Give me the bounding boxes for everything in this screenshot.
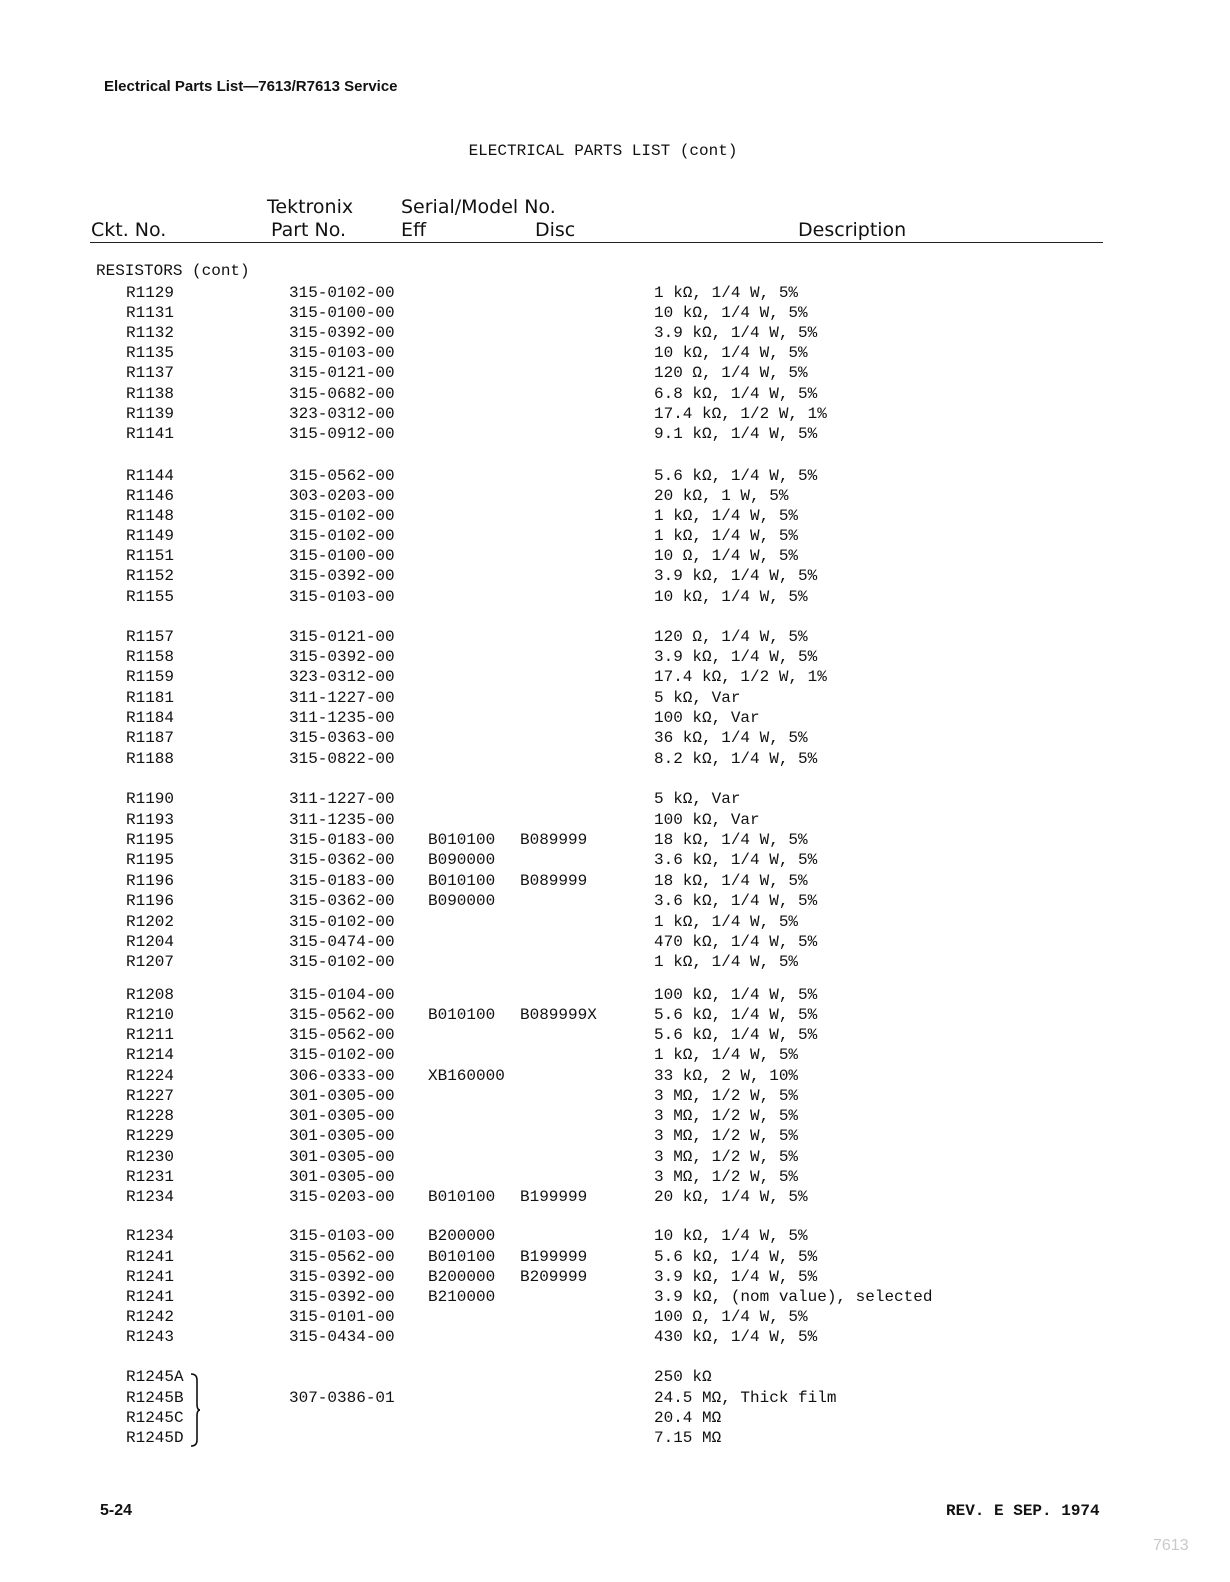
description-cell: 20 kΩ, 1 W, 5% bbox=[654, 487, 789, 505]
table-row bbox=[0, 1368, 1230, 1388]
part-no-cell: 315-0121-00 bbox=[289, 364, 395, 382]
ckt-no-cell: R1245B bbox=[126, 1389, 184, 1407]
part-no-cell: 315-0562-00 bbox=[289, 1026, 395, 1044]
ckt-no-cell: R1195 bbox=[126, 831, 175, 849]
page-title: ELECTRICAL PARTS LIST (cont) bbox=[468, 142, 738, 160]
part-no-cell: 315-0101-00 bbox=[289, 1308, 395, 1326]
eff-serial-cell: B090000 bbox=[428, 851, 496, 869]
table-row bbox=[0, 1168, 1230, 1188]
description-cell: 3 MΩ, 1/2 W, 5% bbox=[654, 1148, 799, 1166]
part-no-cell: 315-0102-00 bbox=[289, 527, 395, 545]
table-row bbox=[0, 385, 1230, 405]
table-row bbox=[0, 872, 1230, 892]
table-row bbox=[0, 1308, 1230, 1328]
ckt-no-cell: R1241 bbox=[126, 1288, 175, 1306]
description-cell: 430 kΩ, 1/4 W, 5% bbox=[654, 1328, 818, 1346]
ckt-no-cell: R1159 bbox=[126, 668, 175, 686]
table-row bbox=[0, 567, 1230, 587]
description-cell: 1 kΩ, 1/4 W, 5% bbox=[654, 527, 799, 545]
ckt-no-cell: R1187 bbox=[126, 729, 175, 747]
description-cell: 5.6 kΩ, 1/4 W, 5% bbox=[654, 1026, 818, 1044]
ckt-no-cell: R1193 bbox=[126, 811, 175, 829]
group-brace bbox=[190, 1372, 200, 1448]
description-cell: 3.9 kΩ, 1/4 W, 5% bbox=[654, 567, 818, 585]
description-cell: 5.6 kΩ, 1/4 W, 5% bbox=[654, 1248, 818, 1266]
description-cell: 1 kΩ, 1/4 W, 5% bbox=[654, 507, 799, 525]
ckt-no-cell: R1131 bbox=[126, 304, 175, 322]
ckt-no-cell: R1148 bbox=[126, 507, 175, 525]
description-cell: 17.4 kΩ, 1/2 W, 1% bbox=[654, 405, 827, 423]
description-cell: 3.9 kΩ, 1/4 W, 5% bbox=[654, 648, 818, 666]
eff-serial-cell: B010100 bbox=[428, 1248, 496, 1266]
part-no-cell: 301-0305-00 bbox=[289, 1127, 395, 1145]
table-row bbox=[0, 284, 1230, 304]
disc-serial-cell: B199999 bbox=[520, 1248, 588, 1266]
ckt-no-cell: R1152 bbox=[126, 567, 175, 585]
part-no-cell: 311-1227-00 bbox=[289, 689, 395, 707]
description-cell: 470 kΩ, 1/4 W, 5% bbox=[654, 933, 818, 951]
disc-serial-cell: B089999 bbox=[520, 872, 588, 890]
table-row bbox=[0, 405, 1230, 425]
disc-serial-cell: B089999X bbox=[520, 1006, 597, 1024]
ckt-no-cell: R1144 bbox=[126, 467, 175, 485]
description-cell: 100 Ω, 1/4 W, 5% bbox=[654, 1308, 808, 1326]
part-no-cell: 315-0562-00 bbox=[289, 1248, 395, 1266]
table-row bbox=[0, 668, 1230, 688]
table-row bbox=[0, 324, 1230, 344]
description-cell: 3.6 kΩ, 1/4 W, 5% bbox=[654, 851, 818, 869]
page-number: 5-24 bbox=[100, 1502, 133, 1519]
ckt-no-cell: R1214 bbox=[126, 1046, 175, 1064]
part-no-cell: 301-0305-00 bbox=[289, 1107, 395, 1125]
ckt-no-cell: R1231 bbox=[126, 1168, 175, 1186]
description-cell: 5.6 kΩ, 1/4 W, 5% bbox=[654, 467, 818, 485]
ckt-no-cell: R1242 bbox=[126, 1308, 175, 1326]
table-row bbox=[0, 913, 1230, 933]
part-no-cell: 315-0822-00 bbox=[289, 750, 395, 768]
table-row bbox=[0, 588, 1230, 608]
revision-note: REV. E SEP. 1974 bbox=[946, 1502, 1100, 1520]
table-row bbox=[0, 1248, 1230, 1268]
table-row bbox=[0, 1107, 1230, 1127]
table-row bbox=[0, 1006, 1230, 1026]
part-no-cell: 315-0203-00 bbox=[289, 1188, 395, 1206]
ckt-no-cell: R1155 bbox=[126, 588, 175, 606]
column-header-eff: Eff bbox=[401, 219, 427, 241]
ckt-no-cell: R1190 bbox=[126, 790, 175, 808]
part-no-cell: 315-0434-00 bbox=[289, 1328, 395, 1346]
ckt-no-cell: R1245A bbox=[126, 1368, 184, 1386]
ckt-no-cell: R1243 bbox=[126, 1328, 175, 1346]
part-no-cell: 315-0562-00 bbox=[289, 1006, 395, 1024]
table-row bbox=[0, 689, 1230, 709]
ckt-no-cell: R1229 bbox=[126, 1127, 175, 1145]
ckt-no-cell: R1138 bbox=[126, 385, 175, 403]
description-cell: 250 kΩ bbox=[654, 1368, 712, 1386]
description-cell: 10 kΩ, 1/4 W, 5% bbox=[654, 1227, 808, 1245]
ckt-no-cell: R1245C bbox=[126, 1409, 184, 1427]
description-cell: 20 kΩ, 1/4 W, 5% bbox=[654, 1188, 808, 1206]
table-row bbox=[0, 750, 1230, 770]
part-no-cell: 301-0305-00 bbox=[289, 1148, 395, 1166]
table-row bbox=[0, 527, 1230, 547]
table-row bbox=[0, 1148, 1230, 1168]
eff-serial-cell: B210000 bbox=[428, 1288, 496, 1306]
header-rule bbox=[90, 242, 1103, 243]
table-row bbox=[0, 851, 1230, 871]
column-header-serial-model: Serial/Model No. bbox=[401, 196, 556, 218]
column-header-disc: Disc bbox=[535, 219, 576, 241]
table-row bbox=[0, 1067, 1230, 1087]
description-cell: 120 Ω, 1/4 W, 5% bbox=[654, 628, 808, 646]
part-no-cell: 315-0912-00 bbox=[289, 425, 395, 443]
table-row bbox=[0, 507, 1230, 527]
part-no-cell: 323-0312-00 bbox=[289, 668, 395, 686]
part-no-cell: 315-0392-00 bbox=[289, 1268, 395, 1286]
part-no-cell: 315-0363-00 bbox=[289, 729, 395, 747]
table-row bbox=[0, 831, 1230, 851]
part-no-cell: 315-0183-00 bbox=[289, 831, 395, 849]
ckt-no-cell: R1234 bbox=[126, 1188, 175, 1206]
description-cell: 5 kΩ, Var bbox=[654, 689, 741, 707]
description-cell: 10 Ω, 1/4 W, 5% bbox=[654, 547, 799, 565]
description-cell: 1 kΩ, 1/4 W, 5% bbox=[654, 1046, 799, 1064]
eff-serial-cell: XB160000 bbox=[428, 1067, 505, 1085]
description-cell: 18 kΩ, 1/4 W, 5% bbox=[654, 872, 808, 890]
table-row bbox=[0, 547, 1230, 567]
description-cell: 10 kΩ, 1/4 W, 5% bbox=[654, 304, 808, 322]
part-no-cell: 315-0100-00 bbox=[289, 304, 395, 322]
part-no-cell: 306-0333-00 bbox=[289, 1067, 395, 1085]
description-cell: 3 MΩ, 1/2 W, 5% bbox=[654, 1127, 799, 1145]
eff-serial-cell: B200000 bbox=[428, 1268, 496, 1286]
table-row bbox=[0, 1127, 1230, 1147]
description-cell: 1 kΩ, 1/4 W, 5% bbox=[654, 913, 799, 931]
table-row bbox=[0, 1227, 1230, 1247]
table-row bbox=[0, 1268, 1230, 1288]
description-cell: 10 kΩ, 1/4 W, 5% bbox=[654, 344, 808, 362]
part-no-cell: 315-0392-00 bbox=[289, 648, 395, 666]
part-no-cell: 307-0386-01 bbox=[289, 1389, 395, 1407]
description-cell: 33 kΩ, 2 W, 10% bbox=[654, 1067, 799, 1085]
ckt-no-cell: R1188 bbox=[126, 750, 175, 768]
part-no-cell: 303-0203-00 bbox=[289, 487, 395, 505]
eff-serial-cell: B010100 bbox=[428, 872, 496, 890]
description-cell: 3.9 kΩ, 1/4 W, 5% bbox=[654, 1268, 818, 1286]
description-cell: 36 kΩ, 1/4 W, 5% bbox=[654, 729, 808, 747]
ckt-no-cell: R1228 bbox=[126, 1107, 175, 1125]
part-no-cell: 311-1235-00 bbox=[289, 709, 395, 727]
part-no-cell: 315-0102-00 bbox=[289, 913, 395, 931]
table-row bbox=[0, 986, 1230, 1006]
ckt-no-cell: R1204 bbox=[126, 933, 175, 951]
ckt-no-cell: R1157 bbox=[126, 628, 175, 646]
table-row bbox=[0, 892, 1230, 912]
description-cell: 1 kΩ, 1/4 W, 5% bbox=[654, 953, 799, 971]
ckt-no-cell: R1196 bbox=[126, 892, 175, 910]
part-no-cell: 315-0103-00 bbox=[289, 1227, 395, 1245]
part-no-cell: 323-0312-00 bbox=[289, 405, 395, 423]
part-no-cell: 311-1235-00 bbox=[289, 811, 395, 829]
table-row bbox=[0, 648, 1230, 668]
part-no-cell: 315-0392-00 bbox=[289, 567, 395, 585]
column-header-ckt-no: Ckt. No. bbox=[91, 219, 167, 241]
ckt-no-cell: R1141 bbox=[126, 425, 175, 443]
description-cell: 100 kΩ, Var bbox=[654, 811, 760, 829]
description-cell: 100 kΩ, 1/4 W, 5% bbox=[654, 986, 818, 1004]
ckt-no-cell: R1211 bbox=[126, 1026, 175, 1044]
part-no-cell: 315-0102-00 bbox=[289, 953, 395, 971]
running-head: Electrical Parts List—7613/R7613 Service bbox=[104, 78, 398, 95]
ckt-no-cell: R1129 bbox=[126, 284, 175, 302]
description-cell: 5.6 kΩ, 1/4 W, 5% bbox=[654, 1006, 818, 1024]
table-row bbox=[0, 425, 1230, 445]
part-no-cell: 315-0474-00 bbox=[289, 933, 395, 951]
disc-serial-cell: B209999 bbox=[520, 1268, 588, 1286]
part-no-cell: 315-0392-00 bbox=[289, 1288, 395, 1306]
part-no-cell: 315-0682-00 bbox=[289, 385, 395, 403]
ckt-no-cell: R1245D bbox=[126, 1429, 184, 1447]
column-header-tektronix: Tektronix bbox=[267, 196, 354, 218]
description-cell: 3.9 kΩ, 1/4 W, 5% bbox=[654, 324, 818, 342]
ckt-no-cell: R1137 bbox=[126, 364, 175, 382]
table-row bbox=[0, 729, 1230, 749]
ckt-no-cell: R1146 bbox=[126, 487, 175, 505]
description-cell: 3 MΩ, 1/2 W, 5% bbox=[654, 1107, 799, 1125]
part-no-cell: 315-0103-00 bbox=[289, 344, 395, 362]
watermark: 7613 bbox=[1153, 1537, 1189, 1554]
description-cell: 9.1 kΩ, 1/4 W, 5% bbox=[654, 425, 818, 443]
table-row bbox=[0, 1046, 1230, 1066]
disc-serial-cell: B089999 bbox=[520, 831, 588, 849]
part-no-cell: 315-0362-00 bbox=[289, 892, 395, 910]
part-no-cell: 315-0102-00 bbox=[289, 284, 395, 302]
table-row bbox=[0, 344, 1230, 364]
description-cell: 5 kΩ, Var bbox=[654, 790, 741, 808]
description-cell: 17.4 kΩ, 1/2 W, 1% bbox=[654, 668, 827, 686]
eff-serial-cell: B010100 bbox=[428, 1006, 496, 1024]
ckt-no-cell: R1132 bbox=[126, 324, 175, 342]
eff-serial-cell: B200000 bbox=[428, 1227, 496, 1245]
description-cell: 6.8 kΩ, 1/4 W, 5% bbox=[654, 385, 818, 403]
ckt-no-cell: R1224 bbox=[126, 1067, 175, 1085]
description-cell: 24.5 MΩ, Thick film bbox=[654, 1389, 837, 1407]
ckt-no-cell: R1207 bbox=[126, 953, 175, 971]
ckt-no-cell: R1184 bbox=[126, 709, 175, 727]
part-no-cell: 315-0103-00 bbox=[289, 588, 395, 606]
table-row bbox=[0, 1328, 1230, 1348]
description-cell: 3 MΩ, 1/2 W, 5% bbox=[654, 1168, 799, 1186]
part-no-cell: 315-0183-00 bbox=[289, 872, 395, 890]
description-cell: 120 Ω, 1/4 W, 5% bbox=[654, 364, 808, 382]
description-cell: 10 kΩ, 1/4 W, 5% bbox=[654, 588, 808, 606]
description-cell: 3 MΩ, 1/2 W, 5% bbox=[654, 1087, 799, 1105]
description-cell: 100 kΩ, Var bbox=[654, 709, 760, 727]
ckt-no-cell: R1196 bbox=[126, 872, 175, 890]
description-cell: 8.2 kΩ, 1/4 W, 5% bbox=[654, 750, 818, 768]
table-row bbox=[0, 953, 1230, 973]
ckt-no-cell: R1208 bbox=[126, 986, 175, 1004]
ckt-no-cell: R1195 bbox=[126, 851, 175, 869]
table-row bbox=[0, 811, 1230, 831]
ckt-no-cell: R1210 bbox=[126, 1006, 175, 1024]
table-row bbox=[0, 1389, 1230, 1409]
ckt-no-cell: R1202 bbox=[126, 913, 175, 931]
table-row bbox=[0, 709, 1230, 729]
table-row bbox=[0, 1188, 1230, 1208]
ckt-no-cell: R1139 bbox=[126, 405, 175, 423]
table-row bbox=[0, 933, 1230, 953]
table-row bbox=[0, 1429, 1230, 1449]
part-no-cell: 315-0121-00 bbox=[289, 628, 395, 646]
table-row bbox=[0, 1409, 1230, 1429]
eff-serial-cell: B090000 bbox=[428, 892, 496, 910]
ckt-no-cell: R1181 bbox=[126, 689, 175, 707]
ckt-no-cell: R1230 bbox=[126, 1148, 175, 1166]
section-label: RESISTORS (cont) bbox=[96, 262, 250, 280]
description-cell: 7.15 MΩ bbox=[654, 1429, 722, 1447]
part-no-cell: 315-0362-00 bbox=[289, 851, 395, 869]
part-no-cell: 315-0104-00 bbox=[289, 986, 395, 1004]
ckt-no-cell: R1158 bbox=[126, 648, 175, 666]
part-no-cell: 315-0102-00 bbox=[289, 507, 395, 525]
ckt-no-cell: R1135 bbox=[126, 344, 175, 362]
table-row bbox=[0, 467, 1230, 487]
column-header-part-no: Part No. bbox=[271, 219, 347, 241]
part-no-cell: 301-0305-00 bbox=[289, 1168, 395, 1186]
table-row bbox=[0, 1087, 1230, 1107]
ckt-no-cell: R1241 bbox=[126, 1248, 175, 1266]
ckt-no-cell: R1234 bbox=[126, 1227, 175, 1245]
table-row bbox=[0, 628, 1230, 648]
ckt-no-cell: R1227 bbox=[126, 1087, 175, 1105]
table-row bbox=[0, 1026, 1230, 1046]
ckt-no-cell: R1241 bbox=[126, 1268, 175, 1286]
table-row bbox=[0, 304, 1230, 324]
disc-serial-cell: B199999 bbox=[520, 1188, 588, 1206]
part-no-cell: 311-1227-00 bbox=[289, 790, 395, 808]
part-no-cell: 315-0100-00 bbox=[289, 547, 395, 565]
ckt-no-cell: R1149 bbox=[126, 527, 175, 545]
part-no-cell: 315-0562-00 bbox=[289, 467, 395, 485]
table-row bbox=[0, 487, 1230, 507]
eff-serial-cell: B010100 bbox=[428, 1188, 496, 1206]
part-no-cell: 301-0305-00 bbox=[289, 1087, 395, 1105]
table-row bbox=[0, 364, 1230, 384]
column-header-description: Description bbox=[798, 219, 907, 241]
description-cell: 1 kΩ, 1/4 W, 5% bbox=[654, 284, 799, 302]
part-no-cell: 315-0102-00 bbox=[289, 1046, 395, 1064]
eff-serial-cell: B010100 bbox=[428, 831, 496, 849]
description-cell: 20.4 MΩ bbox=[654, 1409, 722, 1427]
table-row bbox=[0, 790, 1230, 810]
description-cell: 3.6 kΩ, 1/4 W, 5% bbox=[654, 892, 818, 910]
ckt-no-cell: R1151 bbox=[126, 547, 175, 565]
description-cell: 18 kΩ, 1/4 W, 5% bbox=[654, 831, 808, 849]
table-row bbox=[0, 1288, 1230, 1308]
description-cell: 3.9 kΩ, (nom value), selected bbox=[654, 1288, 933, 1306]
part-no-cell: 315-0392-00 bbox=[289, 324, 395, 342]
